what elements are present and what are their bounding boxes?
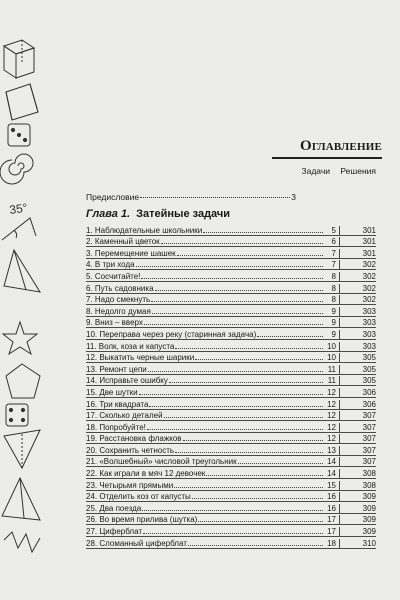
toc-entry[interactable] — [86, 456, 376, 468]
dot-leader — [198, 521, 323, 522]
entry-title: 20. Сохранить четность — [86, 445, 175, 455]
dot-leader — [206, 475, 323, 476]
task-page: 18 — [324, 539, 340, 548]
solution-page: 302 — [362, 295, 376, 305]
solution-page: 303 — [362, 341, 376, 351]
toc-entry[interactable] — [86, 502, 376, 514]
task-page: 11 — [324, 376, 340, 385]
chapter-heading — [86, 208, 230, 220]
solution-page: 303 — [362, 318, 376, 328]
toc-entry[interactable] — [86, 537, 376, 549]
task-page: 10 — [324, 353, 340, 362]
entry-title: 11. Волк, коза и капуста — [86, 341, 175, 351]
solution-page: 301 — [362, 225, 376, 235]
task-page: 7 — [324, 260, 340, 269]
solution-page: 307 — [362, 422, 376, 432]
task-page: 11 — [324, 365, 340, 374]
task-page: 7 — [324, 249, 340, 258]
task-page: 9 — [324, 330, 340, 339]
chapter-name: Затейные задачи — [136, 208, 231, 220]
toc-entry[interactable] — [86, 375, 376, 387]
zigzag-drawing — [4, 532, 40, 552]
solution-page: 307 — [362, 434, 376, 444]
entry-title: 7. Надо смекнуть — [86, 295, 151, 305]
solution-page: 305 — [362, 376, 376, 386]
toc-entry[interactable] — [86, 259, 376, 271]
task-page: 15 — [324, 481, 340, 490]
task-page: 9 — [324, 307, 340, 316]
solution-page: 309 — [362, 515, 376, 525]
entry-title: 5. Сосчитайте! — [86, 271, 141, 281]
solution-page: 308 — [362, 480, 376, 490]
toc-entry[interactable] — [86, 247, 376, 259]
toc-entry[interactable] — [86, 433, 376, 445]
dice-drawing — [8, 124, 30, 146]
entry-title: 22. Как играли в мяч 12 девочек — [86, 469, 206, 479]
entry-title: 19. Расстановка флажков — [86, 434, 182, 444]
task-page: 16 — [324, 492, 340, 501]
cube-drawing — [4, 40, 34, 78]
entry-title: 15. Две шутки — [86, 387, 138, 397]
entry-title: 2. Каменный цветок — [86, 237, 160, 247]
entry-title: 10. Переправа через реку (старинная задача) — [86, 329, 257, 339]
solution-page: 309 — [362, 503, 376, 513]
pentagon-drawing — [6, 364, 40, 398]
toc-entry[interactable] — [86, 386, 376, 398]
toc-entry[interactable] — [86, 410, 376, 422]
entry-title: 4. В три хода — [86, 260, 135, 270]
dot-leader — [155, 290, 323, 291]
entry-title: 1. Наблюдательные школьники — [86, 225, 203, 235]
solution-page: 301 — [362, 248, 376, 258]
dot-leader — [203, 232, 323, 233]
entry-title: 23. Четырьмя прямыми — [86, 480, 174, 490]
dot-leader — [143, 533, 323, 534]
entry-title: 25. Два поезда — [86, 503, 142, 513]
entry-title: 3. Перемещение шашек — [86, 248, 176, 258]
toc-entry[interactable] — [86, 352, 376, 364]
task-page: 12 — [324, 434, 340, 443]
task-page: 8 — [324, 295, 340, 304]
dot-leader — [192, 498, 323, 499]
dot-leader — [140, 197, 290, 198]
prism-drawing — [6, 84, 38, 120]
entry-title: 9. Вниз – вверх — [86, 318, 143, 328]
title-underline — [272, 157, 382, 159]
task-page: 17 — [324, 515, 340, 524]
task-page: 16 — [324, 504, 340, 513]
solution-page: 301 — [362, 237, 376, 247]
solution-page: 309 — [362, 492, 376, 502]
dot-leader — [142, 510, 323, 511]
solution-page: 302 — [362, 260, 376, 270]
dot-leader — [195, 359, 323, 360]
entry-title: 16. Три квадрата — [86, 399, 149, 409]
toc-preface[interactable] — [86, 192, 296, 202]
angle-drawing — [2, 218, 36, 240]
dot-leader — [148, 371, 323, 372]
solution-page: 307 — [362, 411, 376, 421]
solution-page: 307 — [362, 445, 376, 455]
entry-title: 18. Попробуйте! — [86, 422, 146, 432]
dot-leader — [175, 452, 323, 453]
toc-entry[interactable] — [86, 444, 376, 456]
toc-entry[interactable] — [86, 328, 376, 340]
page-title: Оглавление — [299, 138, 382, 154]
chapter-number: Глава 1. — [86, 208, 131, 220]
solution-page: 305 — [362, 364, 376, 374]
title-block — [272, 138, 382, 159]
entry-title: 28. Сломанный циферблат — [86, 538, 187, 548]
toc-list — [86, 224, 376, 549]
entry-title: 13. Ремонт цепи — [86, 364, 147, 374]
toc-entry[interactable] — [86, 491, 376, 503]
angle-label: 35° — [8, 200, 29, 217]
entry-title: 14. Исправьте ошибку — [86, 376, 168, 386]
dot-leader — [164, 417, 323, 418]
dot-leader — [149, 406, 323, 407]
entry-title: 6. Путь садовника — [86, 283, 154, 293]
dot-leader — [238, 463, 323, 464]
solution-page: 306 — [362, 387, 376, 397]
solution-page: 307 — [362, 457, 376, 467]
entry-title: 8. Недолго думая — [86, 306, 151, 316]
dot-leader — [183, 440, 323, 441]
dot-leader — [144, 324, 323, 325]
toc-entry[interactable] — [86, 270, 376, 282]
task-page: 9 — [324, 318, 340, 327]
task-page: 6 — [324, 237, 340, 246]
solution-page: 309 — [362, 527, 376, 537]
dot-leader — [177, 255, 323, 256]
dot-leader — [175, 348, 323, 349]
task-page: 14 — [324, 457, 340, 466]
task-page: 12 — [324, 411, 340, 420]
entry-title: 24. Отделить коз от капусты — [86, 492, 191, 502]
task-page: 14 — [324, 469, 340, 478]
entry-title: 21. «Волшебный» числовой треугольник — [86, 457, 237, 467]
triangle-drawing — [4, 430, 40, 468]
task-page: 17 — [324, 527, 340, 536]
dot-leader — [151, 301, 323, 302]
column-headers — [293, 166, 376, 176]
entry-title: 27. Циферблат — [86, 527, 143, 537]
entry-title: 26. Во время прилива (шутка) — [86, 515, 198, 525]
column-header-solutions: Решения — [340, 166, 376, 176]
toc-entry[interactable] — [86, 294, 376, 306]
dot-leader — [188, 545, 323, 546]
toc-entry[interactable] — [86, 479, 376, 491]
solution-page: 303 — [362, 329, 376, 339]
preface-page: 3 — [291, 192, 296, 202]
dot-leader — [169, 382, 323, 383]
dot-leader — [152, 313, 323, 314]
spiral-drawing — [0, 154, 33, 184]
task-page: 10 — [324, 342, 340, 351]
toc-entry[interactable] — [86, 282, 376, 294]
star-drawing — [3, 322, 37, 354]
solution-page: 305 — [362, 353, 376, 363]
task-page: 12 — [324, 400, 340, 409]
column-header-tasks: Задачи — [301, 166, 330, 176]
toc-entry[interactable] — [86, 236, 376, 248]
pyramid-drawing-2 — [2, 478, 40, 520]
dot-leader — [174, 487, 323, 488]
dot-leader — [147, 429, 323, 430]
solution-page: 302 — [362, 271, 376, 281]
toc-entry[interactable] — [86, 525, 376, 537]
dot-leader — [139, 394, 323, 395]
toc-entry[interactable] — [86, 467, 376, 479]
toc-entry[interactable] — [86, 398, 376, 410]
toc-entry[interactable] — [86, 317, 376, 329]
toc-entry[interactable] — [86, 421, 376, 433]
task-page: 12 — [324, 388, 340, 397]
margin-decoration — [0, 0, 48, 600]
preface-label: Предисловие — [86, 192, 140, 202]
solution-page: 303 — [362, 306, 376, 316]
entry-title: 12. Выкатить черные шарики — [86, 353, 195, 363]
task-page: 13 — [324, 446, 340, 455]
dot-leader — [161, 243, 323, 244]
toc-entry[interactable] — [86, 224, 376, 236]
task-page: 8 — [324, 272, 340, 281]
dice-drawing-2 — [6, 404, 28, 426]
entry-title: 17. Сколько деталей — [86, 411, 163, 421]
task-page: 12 — [324, 423, 340, 432]
solution-page: 302 — [362, 283, 376, 293]
dot-leader — [257, 336, 323, 337]
toc-entry[interactable] — [86, 514, 376, 526]
solution-page: 306 — [362, 399, 376, 409]
dot-leader — [141, 278, 323, 279]
toc-entry[interactable] — [86, 363, 376, 375]
task-page: 8 — [324, 284, 340, 293]
task-page: 5 — [324, 226, 340, 235]
pyramid-drawing — [4, 250, 40, 292]
solution-page: 308 — [362, 469, 376, 479]
toc-entry[interactable] — [86, 340, 376, 352]
dot-leader — [136, 266, 323, 267]
solution-page: 310 — [362, 538, 376, 548]
toc-entry[interactable] — [86, 305, 376, 317]
